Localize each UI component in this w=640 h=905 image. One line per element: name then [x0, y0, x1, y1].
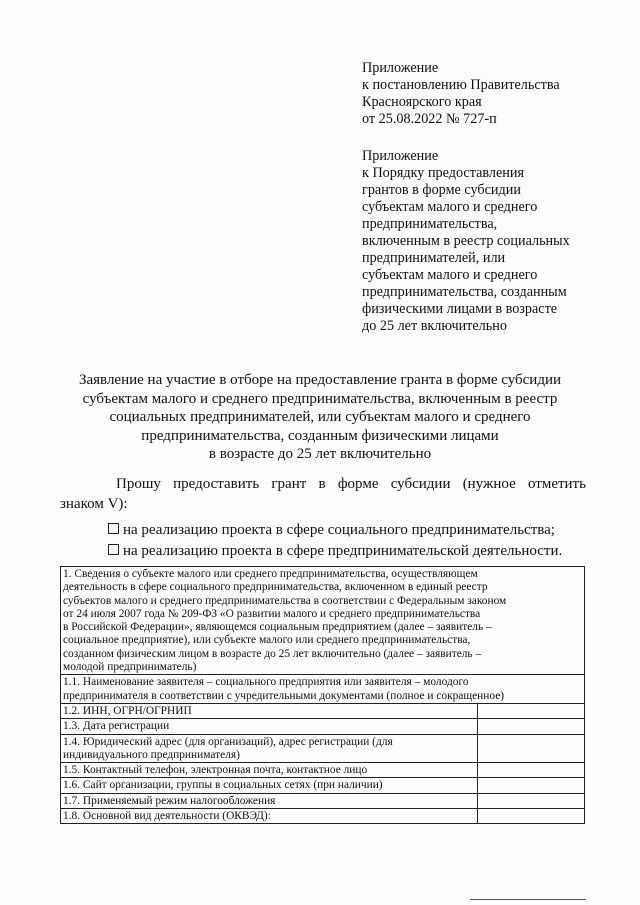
header-line: субъектов малого и среднего предпринимательства в соответствии с Федеральным законом	[63, 594, 507, 607]
request-paragraph-line2: знаком V):	[60, 496, 128, 512]
option-entrepreneurial-activity[interactable]	[108, 541, 562, 561]
row-label-1-1	[61, 675, 585, 704]
row-label-1-6: 1.6. Сайт организации, группы в социальных сетях (при наличии)	[61, 778, 478, 793]
intro-word: (нужное	[462, 476, 516, 492]
table-row	[61, 778, 585, 793]
table-row	[61, 763, 585, 778]
row-label-1-2: 1.2. ИНН, ОГРН/ОГРНИП	[61, 703, 478, 718]
row-label-1-7: 1.7. Применяемый режим налогообложения	[61, 793, 478, 808]
table-row	[61, 703, 585, 718]
table-row	[61, 734, 585, 763]
intro-word: предоставить	[173, 476, 260, 492]
request-paragraph-line1	[116, 474, 586, 494]
document-title	[40, 371, 600, 464]
appendix-line: предпринимательства,	[362, 216, 498, 232]
checkbox-entrepreneurial-activity[interactable]	[108, 544, 119, 555]
title-line: предпринимательства, созданным физическими лицами	[141, 427, 499, 444]
title-line: субъектам малого и среднего предпринимательства, включенным в реестр	[82, 390, 558, 407]
row-label-1-3: 1.3. Дата регистрации	[61, 719, 478, 734]
header-line: деятельность в сфере социального предпринимательства, включенном в единый реестр	[63, 581, 488, 594]
table-row	[61, 809, 585, 824]
row-label-line: предпринимателя в соответствии с учредительными документами (полное и сокращенное)	[63, 689, 505, 702]
title-line: Заявление на участие в отборе на предоставление гранта в форме субсидии	[78, 372, 562, 388]
intro-word: в	[318, 476, 326, 492]
inn-ogrn-value-cell[interactable]	[478, 703, 585, 718]
option-label: на реализацию проекта в сфере предпринимательской деятельности.	[123, 543, 563, 559]
header-line: 1. Сведения о субъекте малого или среднего предпринимательства, осуществляющем	[63, 568, 478, 580]
title-line: в возрасте до 25 лет включительно	[208, 446, 432, 462]
appendix-line: физическими лицами в возрасте	[362, 301, 558, 317]
table-header-row	[61, 567, 585, 675]
table-row	[61, 793, 585, 808]
contacts-value-cell[interactable]	[478, 763, 585, 778]
appendix-line: к Порядку предоставления	[362, 165, 524, 181]
checkbox-social-entrepreneurship[interactable]	[108, 523, 119, 534]
intro-word: субсидии	[390, 476, 451, 492]
row-label-1-4	[61, 734, 478, 763]
appendix-line: Приложение	[362, 60, 439, 76]
header-line: молодой предприниматель)	[63, 661, 197, 674]
appendix-line: включенным в реестр социальных	[362, 233, 570, 249]
table-row	[61, 719, 585, 734]
appendix-line: до 25 лет включительно	[362, 318, 507, 334]
appendix-line: предпринимателей, или	[362, 250, 506, 266]
header-line: от 24 июля 2007 года № 209-ФЗ «О развитии малого и среднего предпринимательства	[63, 607, 481, 620]
appendix-line: субъектам малого и среднего	[362, 199, 538, 215]
appendix-line: субъектам малого и среднего	[362, 267, 538, 283]
intro-word: грант	[271, 476, 307, 492]
option-social-entrepreneurship[interactable]	[108, 520, 555, 540]
header-line: социальное предприятие), или субъекте малого или среднего предпринимательства,	[63, 634, 471, 647]
intro-word: Прошу	[116, 476, 161, 492]
option-label: на реализацию проекта в сфере социального предпринимательства;	[123, 522, 555, 538]
appendix-line: Красноярского края	[362, 94, 482, 110]
section-1-header	[61, 567, 585, 675]
appendix-line: предпринимательства, созданным	[362, 284, 567, 300]
row-label-line: индивидуального предпринимателя)	[63, 748, 240, 761]
header-line: в Российской Федерации», являющемся социальным предприятием (далее – заявитель –	[63, 621, 492, 634]
intro-word: форме	[337, 476, 379, 492]
applicant-info-table	[60, 566, 585, 824]
okved-value-cell[interactable]	[478, 809, 585, 824]
row-label-1-8: 1.8. Основной вид деятельности (ОКВЭД):	[61, 809, 478, 824]
row-label-1-5: 1.5. Контактный телефон, электронная почта, контактное лицо	[61, 763, 478, 778]
registration-date-value-cell[interactable]	[478, 719, 585, 734]
table-row	[61, 675, 585, 704]
website-value-cell[interactable]	[478, 778, 585, 793]
row-label-line: 1.4. Юридический адрес (для организаций), адрес регистрации (для	[63, 735, 393, 748]
title-line: социальных предпринимателей, или субъектам малого и среднего	[109, 409, 531, 425]
appendix-line: к постановлению Правительства	[362, 77, 560, 93]
appendix-line: грантов в форме субсидии	[362, 182, 521, 198]
row-label-line: 1.1. Наименование заявителя – социального предприятия или заявителя – молодого	[63, 676, 469, 689]
header-line: созданном физическим лицом в возрасте до 25 лет включительно (далее – заявитель –	[63, 647, 482, 660]
appendix-government-resolution	[362, 60, 560, 128]
tax-regime-value-cell[interactable]	[478, 793, 585, 808]
appendix-line: от 25.08.2022 № 727-п	[362, 111, 497, 127]
appendix-line: Приложение	[362, 148, 439, 164]
intro-word: отметить	[527, 476, 586, 492]
legal-address-value-cell[interactable]	[478, 734, 585, 763]
footer-rule	[470, 899, 586, 900]
appendix-grant-procedure	[362, 148, 570, 335]
